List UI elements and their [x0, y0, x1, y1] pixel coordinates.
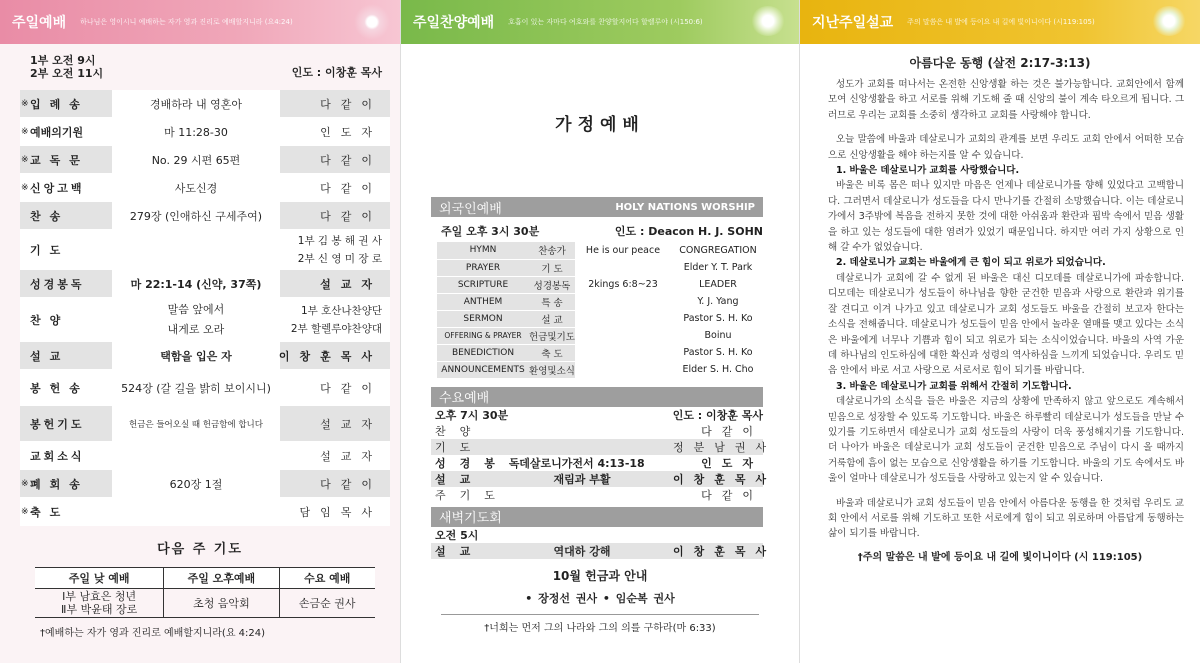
wednesday-order: [401, 423, 799, 503]
foreign-worship-header: [441, 223, 763, 239]
sunday-worship-band: [0, 0, 400, 44]
order-person-text: 다같이: [320, 181, 382, 195]
dawn-sermon-row: [431, 543, 777, 559]
order-person-text: 다같이: [320, 153, 382, 167]
foreign-order-cell: 성경봉독: [529, 276, 575, 293]
order-row: [20, 442, 390, 470]
order-content: [112, 230, 280, 269]
order-person: [280, 442, 390, 469]
order-person: [280, 230, 390, 269]
order-content-line: 말씀 앞에서: [167, 302, 225, 316]
order-row: [20, 90, 390, 118]
foreign-order-cell: [575, 293, 671, 310]
section-title: 수요예배: [439, 391, 490, 406]
foreign-order-cell: [575, 310, 671, 327]
sermon-point: 1. 바울은 데살로니가 교회를 사랑했습니다.: [836, 165, 1020, 177]
order-item-label: 신앙고백: [30, 181, 85, 195]
band-title: 지난주일설교: [812, 15, 894, 31]
foreign-order-cell: Y. J. Yang: [671, 293, 765, 310]
prayer-name: Ⅰ부 남효은 청년: [62, 590, 137, 603]
foreign-order-cell: LEADER: [671, 276, 765, 293]
order-content: [112, 146, 280, 173]
praise-worship-band: [401, 0, 799, 44]
foreign-order-row: [437, 276, 765, 293]
order-item-label: 입례송: [30, 97, 89, 111]
sermon-point: 2. 데살로니가 교회는 바울에게 큰 힘이 되고 위로가 되었습니다.: [836, 257, 1106, 269]
order-person-text: 다같이: [320, 97, 382, 111]
order-item: [20, 202, 112, 229]
order-content-text: 헌금은 들어오실 때 헌금함에 합니다: [129, 419, 263, 430]
order-person-text: 다같이: [320, 209, 382, 223]
order-person: [280, 470, 390, 497]
sermon-paragraph: 데살로니가의 소식을 들은 바울은 지금의 상황에 만족하지 않고 앞으로도 계속해서 믿음으로 성장할 수 있도록 기도합니다. 바울은 하루빨리 데살로니가 성도들을 만날 수 있기를 기도하면서 데살로니가 교회 성도들의 사랑이 더욱 풍성해지기를 기도합니다. 더 나아가 바울은 데살로니가 교회 성도들이 굳건한 믿음으로 주님이 다시 올 때까지 거룩함에 흠이 없는 모습으로 신앙생활을 하기를 기도합니다. 바울의 기도 속에서도 바울이 얼마나 데살로니가 성도들을 사랑하고 있는지 알 수 있습니다.: [828, 396, 1184, 485]
foreign-order-cell: HYMN: [437, 242, 529, 259]
order-item: [20, 470, 112, 497]
wednesday-cell: 이창훈목사: [673, 472, 777, 486]
wednesday-worship-section: [401, 387, 799, 503]
order-row: [20, 470, 390, 498]
dawn-prayer-section: [401, 507, 799, 559]
order-item: [20, 118, 112, 145]
order-content: [112, 406, 280, 441]
sermon-paragraph: 바울과 데살로니가 교회 성도들이 믿음 안에서 아름다운 동행을 한 것처럼 우리도 교회 안에서 서로를 위해 기도하고 또한 서로에게 힘이 되고 위로하며 아름답게 동행하는 삶이 되기를 바랍니다.: [828, 497, 1184, 540]
sermon-point: 3. 바울은 데살로니가 교회를 위해서 간절히 기도합니다.: [836, 380, 1072, 392]
praise-worship-panel: [400, 0, 800, 663]
foreign-order-cell: 축 도: [529, 344, 575, 361]
foreign-worship-section: [401, 197, 799, 379]
foreign-order-cell: ANTHEM: [437, 293, 529, 310]
wednesday-cell: 기도: [435, 440, 485, 454]
order-person: [280, 270, 390, 297]
standing-mark: ※: [21, 98, 29, 109]
order-person: [280, 118, 390, 145]
order-item-label: 기도: [30, 243, 70, 257]
foreign-order-cell: OFFERING & PRAYER: [437, 327, 529, 344]
foreign-order-cell: [575, 259, 671, 276]
section-bar: [431, 387, 763, 407]
prayer-header: 주일 오후예배: [164, 568, 279, 589]
wed-leader: 인도 : 이창훈 목사: [672, 408, 763, 422]
offering-names: • 장정선 권사 • 임순복 권사: [525, 591, 675, 605]
prayer-cell: 초청 음악회: [164, 589, 279, 618]
order-person-text: 다같이: [320, 477, 382, 491]
order-content-text: 524장 (갈 길을 밝히 보이시니): [121, 381, 271, 395]
prayer-header: 주일 낮 예배: [35, 568, 164, 589]
order-person: [280, 298, 390, 341]
order-item-label: 설교: [30, 349, 70, 363]
wednesday-cell: 데살로니가전서 4:13-18: [519, 456, 645, 470]
foreign-order-row: [437, 293, 765, 310]
wednesday-cell: 다같이: [701, 488, 763, 502]
order-item: [20, 442, 112, 469]
standing-mark: ※: [21, 126, 29, 137]
dawn-title: 역대하 강해: [553, 544, 611, 558]
order-item-label: 축도: [30, 505, 70, 519]
wednesday-cell: 인도자: [701, 456, 763, 470]
foreign-order-row: [437, 361, 765, 378]
sermon-paragraph: 바울은 비록 몸은 떠나 있지만 마음은 언제나 데살로니가를 향해 있었다고 고백합니다. 그러면서 데살로니가 성도들을 다시 만나기를 간절히 소망했습니다. 이는 데살로니가에서 3주밖에 복음을 전하지 못한 것에 대한 아쉬움과 환란과 핍박 속에서 믿음 생활을 하고 있는 성도들에 대한 염려가 있었기 때문입니다. 하지만 여러 가지 상황으로 인해 갈 수가 없었습니다.: [828, 180, 1184, 254]
order-content-text: 마 11:28-30: [164, 125, 228, 139]
wednesday-row: [431, 439, 777, 455]
sermon-body: [828, 77, 1184, 542]
standing-mark: ※: [21, 506, 29, 517]
order-content: [112, 442, 280, 469]
order-item-label: 봉헌송: [30, 381, 89, 395]
order-content: [112, 498, 280, 525]
band-subtitle: 주의 말씀은 내 발에 등이요 내 길에 빛이니이다 (시119:105): [907, 18, 1095, 26]
next-week-prayer-title: 다음 주 기도: [157, 542, 243, 557]
order-content-text: No. 29 시편 65편: [151, 153, 241, 167]
order-person: [280, 202, 390, 229]
order-content: [112, 342, 280, 369]
order-row: [20, 498, 390, 526]
foreign-order-cell: CONGREGATION: [671, 242, 765, 259]
flower-icon: [1152, 6, 1186, 36]
order-item-label: 찬송: [30, 209, 70, 223]
order-content-text: 620장 1절: [169, 477, 223, 491]
foreign-order-row: [437, 327, 765, 344]
foreign-order-row: [437, 344, 765, 361]
order-row: [20, 202, 390, 230]
dawn-preacher: 이창훈목사: [673, 544, 777, 558]
order-item: [20, 342, 112, 369]
next-week-prayer-table: [35, 567, 375, 618]
order-person: [280, 498, 390, 525]
order-person: [280, 342, 390, 369]
wednesday-cell: 다같이: [701, 424, 763, 438]
foreign-order-cell: Elder S. H. Cho: [671, 361, 765, 378]
foreign-order-cell: [575, 344, 671, 361]
order-item-label: 교독문: [30, 153, 89, 167]
prayer-name: Ⅱ부 박윤태 장로: [61, 603, 138, 616]
order-item: [20, 298, 112, 341]
order-content: [112, 370, 280, 405]
band-title: 주일찬양예배: [413, 15, 495, 31]
foreign-order-cell: SERMON: [437, 310, 529, 327]
section-bar: [431, 197, 763, 217]
sermon-paragraph: 오늘 말씀에 바울과 데살로니가 교회의 관계를 보면 우리도 교회 안에서 어떠한 모습으로 신앙생활을 해야 하는지를 알 수 있습니다.: [828, 134, 1184, 161]
order-person-text: 인도자: [320, 125, 382, 139]
order-item: [20, 90, 112, 117]
order-item-label: 봉헌기도: [30, 417, 85, 431]
order-item-label: 성경봉독: [30, 277, 85, 291]
order-person-text: 설교자: [320, 449, 382, 463]
order-row: [20, 370, 390, 406]
order-content-text: 마 22:1-14 (신약, 37쪽): [130, 277, 262, 291]
foreign-order-cell: He is our peace: [575, 242, 671, 259]
order-person-text: 설교자: [320, 277, 382, 291]
order-row: [20, 406, 390, 442]
order-person-line: 2부 신 영 미 장 로: [297, 252, 382, 265]
order-content-text: 택함을 입은 자: [160, 349, 232, 363]
foreign-time: 주일 오후 3시 30분: [441, 225, 540, 238]
order-content: [112, 174, 280, 201]
prayer-header: 수요 예배: [279, 568, 375, 589]
foreign-order-row: [437, 259, 765, 276]
order-item-label: 찬양: [30, 313, 70, 327]
wednesday-header: [431, 407, 763, 423]
order-row: [20, 118, 390, 146]
last-sermon-panel: [800, 0, 1200, 663]
order-person-text: 다같이: [320, 381, 382, 395]
order-content: [112, 202, 280, 229]
foreign-order-row: [437, 242, 765, 259]
order-person-line: 1부 김 봉 해 권 사: [297, 234, 382, 247]
prayer-cell: 손금순 권사: [279, 589, 375, 618]
foreign-order-cell: Pastor S. H. Ko: [671, 310, 765, 327]
order-content-text: 경배하라 내 영혼아: [149, 97, 242, 111]
order-row: [20, 298, 390, 342]
dawn-label: 설교: [435, 544, 485, 558]
sermon-title: 아름다운 동행 (살전 2:17-3:13): [909, 56, 1091, 70]
order-person-line: 1부 호산나찬양단: [300, 304, 382, 317]
foreign-order-cell: ANNOUNCEMENTS: [437, 361, 529, 378]
foreign-order-cell: [575, 361, 671, 378]
foreign-order-cell: 기 도: [529, 259, 575, 276]
wednesday-cell: 찬양: [435, 424, 485, 438]
order-item: [20, 270, 112, 297]
foreign-order-cell: 헌금및기도: [529, 327, 575, 344]
sermon-paragraph: 성도가 교회를 떠나서는 온전한 신앙생활 하는 것은 불가능합니다. 교회안에서 함께 모여 신앙생활을 하고 서로를 위해 기도해 줄 때 신앙의 불이 계속 타오르게 됩니다. 그러므로 우리는 교회를 소중히 생각하고 교회를 사랑해야 합니다.: [828, 79, 1184, 121]
dawn-time: 오전 5시: [435, 528, 479, 542]
order-item-label: 교회소식: [30, 449, 85, 463]
order-person: [280, 146, 390, 173]
wednesday-row: [431, 455, 763, 471]
flower-icon: [751, 6, 785, 36]
foreign-order-cell: BENEDICTION: [437, 344, 529, 361]
scripture-footnote: †너희는 먼저 그의 나라와 그의 의를 구하라(마 6:33): [441, 614, 759, 634]
order-row: [20, 146, 390, 174]
wednesday-cell: 재림과 부활: [553, 472, 611, 486]
dawn-time-row: [431, 527, 763, 543]
band-subtitle: 하나님은 영이시니 예배하는 자가 영과 진리로 예배할지니라 (요4:24): [80, 18, 293, 26]
order-item: [20, 406, 112, 441]
order-person-text: 설교자: [320, 417, 382, 431]
order-of-worship: [20, 90, 390, 526]
section-bar: [431, 507, 763, 527]
order-person: [280, 90, 390, 117]
section-title: 외국인예배: [439, 201, 502, 217]
sunday-worship-panel: [0, 0, 400, 663]
order-content-line: 내게로 오라: [167, 322, 225, 336]
service-time-2: 2부 오전 11시: [30, 67, 104, 80]
foreign-order-cell: [575, 327, 671, 344]
foreign-order-cell: Pastor S. H. Ko: [671, 344, 765, 361]
order-person: [280, 370, 390, 405]
order-content: [112, 470, 280, 497]
order-person: [280, 406, 390, 441]
blossom-icon: [354, 4, 390, 40]
standing-mark: ※: [21, 478, 29, 489]
wednesday-row: [431, 487, 763, 503]
standing-mark: ※: [21, 154, 29, 165]
order-person-text: 담임목사: [299, 505, 382, 519]
order-item: [20, 146, 112, 173]
service-times: [0, 44, 400, 90]
foreign-order-cell: 찬송가: [529, 242, 575, 259]
prayer-cell: [35, 589, 164, 618]
order-person: [280, 174, 390, 201]
order-item-label: 예배의기원: [30, 125, 84, 139]
order-row: [20, 270, 390, 298]
sermon-paragraph: 데살로니가 교회에 갈 수 없게 된 바울은 대신 디모데를 데살로니가에 파송합니다. 디모데는 데살로니가 성도들이 하나님을 향한 굳건한 믿음과 사랑으로 환란과 위기를 잘 견디고 이겨 나가고 있고 데살로니가 교회 성도들도 바울을 간절히 보고자 한다는 소식을 전해줍니다. 데살로니가 성도들이 믿음 안에서 놀라운 열매를 맺고 있다는 소식은 바울에게 너무나 기쁨과 힘이 되고 위로가 되는 소식이었습니다. 바울의 사역 가운데 하나님의 인도하심에 대한 확신과 성령의 역사하심을 느끼게 되었습니다. 우리도 믿음 안에서 바로 서고 사랑으로 서로서로 힘이 되기를 바랍니다.: [828, 272, 1184, 377]
order-item-label: 폐회송: [30, 477, 89, 491]
order-person-line: 2부 할렐루야찬양대: [290, 322, 382, 335]
order-item: [20, 230, 112, 269]
foreign-order-cell: PRAYER: [437, 259, 529, 276]
wed-time: 오후 7시 30분: [435, 408, 509, 422]
foreign-order-cell: 특 송: [529, 293, 575, 310]
service-leader: 인도 : 이창훈 목사: [291, 66, 382, 79]
wednesday-row: [431, 471, 777, 487]
wednesday-cell: 정분남권사: [673, 440, 777, 454]
order-item: [20, 498, 112, 525]
order-row: [20, 230, 390, 270]
foreign-order-table: [437, 242, 765, 379]
wednesday-cell: 주기도: [435, 488, 509, 502]
offering-title: 10월 헌금과 안내: [552, 568, 648, 583]
foreign-order-cell: SCRIPTURE: [437, 276, 529, 293]
order-content: [112, 270, 280, 297]
foreign-order-cell: Elder Y. T. Park: [671, 259, 765, 276]
service-time-1: 1부 오전 9시: [30, 54, 96, 67]
foreign-order-cell: 2kings 6:8~23: [575, 276, 671, 293]
foreign-order-cell: 환영및소식: [529, 361, 575, 378]
order-row: [20, 342, 390, 370]
home-worship-title: 가정예배: [555, 115, 645, 135]
wednesday-cell: 설교: [435, 472, 485, 486]
standing-mark: ※: [21, 182, 29, 193]
foreign-order-cell: Boinu: [671, 327, 765, 344]
section-subtitle: HOLY NATIONS WORSHIP: [615, 201, 755, 213]
wednesday-row: [431, 423, 763, 439]
order-row: [20, 174, 390, 202]
wednesday-cell: 성경봉독: [435, 456, 534, 470]
band-subtitle: 호흡이 있는 자마다 여호와를 찬양할지어다 할렐루야 (시150:6): [508, 18, 703, 26]
foreign-order-row: [437, 310, 765, 327]
order-item: [20, 370, 112, 405]
scripture-footnote: †주의 말씀은 내 발에 등이요 내 길에 빛이니이다 (시 119:105): [857, 551, 1143, 563]
scripture-footnote: †예배하는 자가 영과 진리로 예배할지니라(요 4:24): [40, 628, 266, 639]
order-content: [112, 90, 280, 117]
band-title: 주일예배: [12, 15, 67, 31]
last-sermon-band: [800, 0, 1200, 44]
foreign-order-cell: 설 교: [529, 310, 575, 327]
order-content-text: 사도신경: [174, 181, 218, 195]
foreign-leader: 인도 : Deacon H. J. SOHN: [614, 225, 763, 238]
order-content-text: 279장 (인애하신 구세주여): [129, 209, 263, 223]
order-person-text: 이창훈목사: [278, 349, 382, 363]
order-content: [112, 118, 280, 145]
order-item: [20, 174, 112, 201]
order-content: [112, 298, 280, 341]
section-title: 새벽기도회: [439, 511, 502, 526]
